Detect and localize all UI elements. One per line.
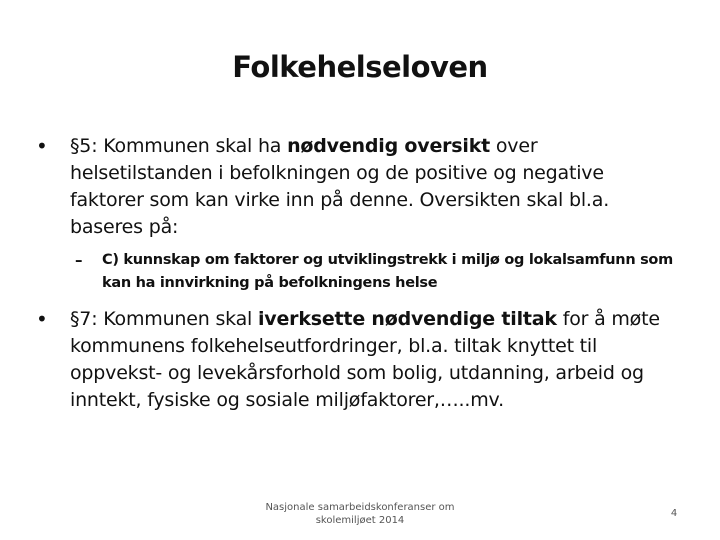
sub-bullet-text: C) kunnskap om faktorer og utviklingstrekk i miljø og lokalsamfunn som kan ha innvirkning på befolkningens helse bbox=[102, 252, 673, 291]
bullet-text bbox=[70, 306, 676, 414]
slide-title: Folkehelseloven bbox=[232, 50, 488, 84]
bullet-text-rest: for å møte kommunens folkehelseutfordringer, bl.a. tiltak knyttet til oppvekst- og levekårsforhold som bolig, utdanning, arbeid og inntekt, fysiske og sosiale miljøfaktorer,…..mv. bbox=[70, 308, 660, 411]
bullet-marker: • bbox=[36, 307, 48, 331]
slide-footer bbox=[250, 501, 470, 527]
bullet-text-emphasis: iverksette nødvendige tiltak bbox=[257, 308, 557, 330]
footer-line-2: skolemiljøet 2014 bbox=[315, 515, 405, 526]
bullet-text-intro: §5: Kommunen skal ha bbox=[70, 135, 288, 157]
sub-bullet-c bbox=[75, 249, 675, 295]
bullet-text-emphasis: nødvendig oversikt bbox=[287, 135, 491, 157]
bullet-paragraph-7 bbox=[36, 306, 676, 414]
bullet-text bbox=[70, 133, 676, 241]
footer-line-1: Nasjonale samarbeidskonferanser om bbox=[265, 502, 455, 513]
bullet-text-rest: over helsetilstanden i befolkningen og de positive og negative faktorer som kan virke inn på denne. Oversikten skal bl.a. baseres på: bbox=[70, 135, 610, 238]
bullet-text-intro: §7: Kommunen skal bbox=[70, 308, 258, 330]
sub-bullet-marker: – bbox=[75, 251, 83, 269]
bullet-paragraph-5 bbox=[36, 133, 676, 241]
page-number: 4 bbox=[670, 508, 678, 519]
bullet-marker: • bbox=[36, 134, 48, 158]
